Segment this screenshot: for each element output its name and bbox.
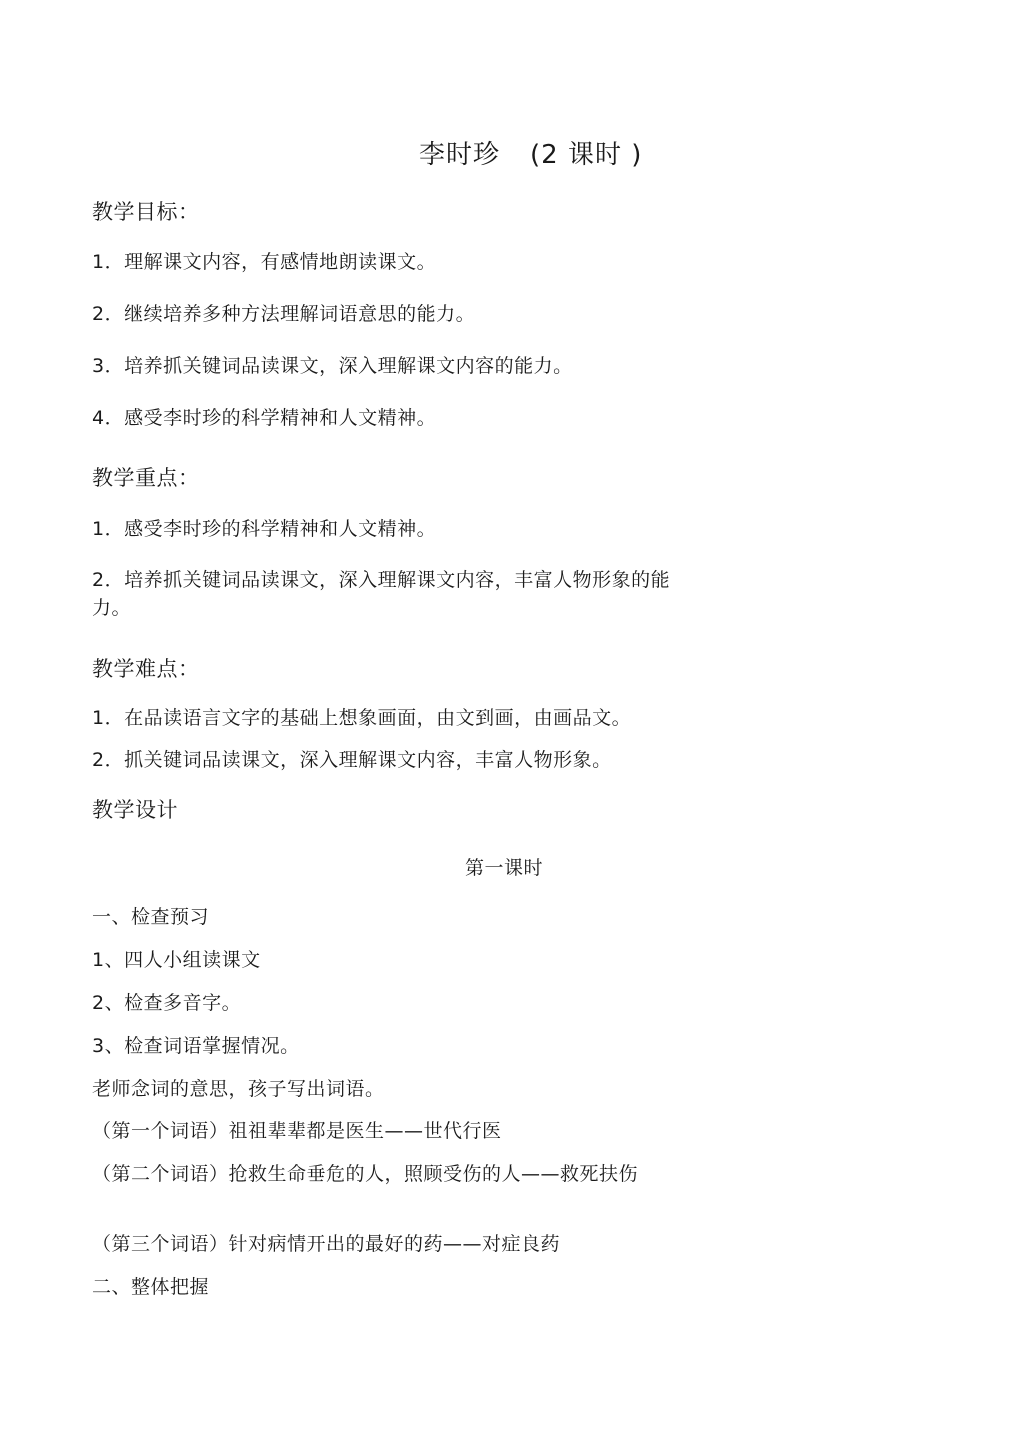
section-heading: 一、检查预习: [92, 906, 210, 928]
goal-item: 2．继续培养多种方法理解词语意思的能力。: [92, 303, 476, 325]
difficulties-heading: 教学难点：: [92, 657, 200, 681]
step-item: 2、检查多音字。: [92, 992, 242, 1014]
goal-item: 4．感受李时珍的科学精神和人文精神。: [92, 407, 437, 429]
title-main: 李时珍: [419, 140, 501, 170]
key-points-heading: 教学重点：: [92, 466, 200, 490]
step-item: 1、四人小组读课文: [92, 949, 261, 971]
instruction-text: 老师念词的意思，孩子写出词语。: [92, 1078, 385, 1100]
word-item: （第二个词语）抢救生命垂危的人，照顾受伤的人——救死扶伤: [92, 1163, 639, 1185]
design-heading: 教学设计: [92, 798, 178, 822]
goals-heading: 教学目标：: [92, 200, 200, 224]
difficulty-item: 1．在品读语言文字的基础上想象画面，由文到画，由画品文。: [92, 707, 632, 729]
difficulty-item: 2．抓关键词品读课文，深入理解课文内容，丰富人物形象。: [92, 749, 612, 771]
lesson-heading: 第一课时: [465, 857, 544, 879]
word-item: （第三个词语）针对病情开出的最好的药——对症良药: [92, 1233, 561, 1255]
title-paren: (2 课时 ): [530, 140, 643, 170]
key-point-item: 2．培养抓关键词品读课文，深入理解课文内容，丰富人物形象的能力。: [92, 569, 671, 619]
key-point-item: 1．感受李时珍的科学精神和人文精神。: [92, 518, 437, 540]
word-item: （第一个词语）祖祖辈辈都是医生——世代行医: [92, 1120, 502, 1142]
goal-item: 1．理解课文内容，有感情地朗读课文。: [92, 251, 437, 273]
section-heading: 二、整体把握: [92, 1276, 210, 1298]
goal-item: 3．培养抓关键词品读课文，深入理解课文内容的能力。: [92, 355, 573, 377]
document-title: [419, 134, 642, 171]
step-item: 3、检查词语掌握情况。: [92, 1035, 300, 1057]
